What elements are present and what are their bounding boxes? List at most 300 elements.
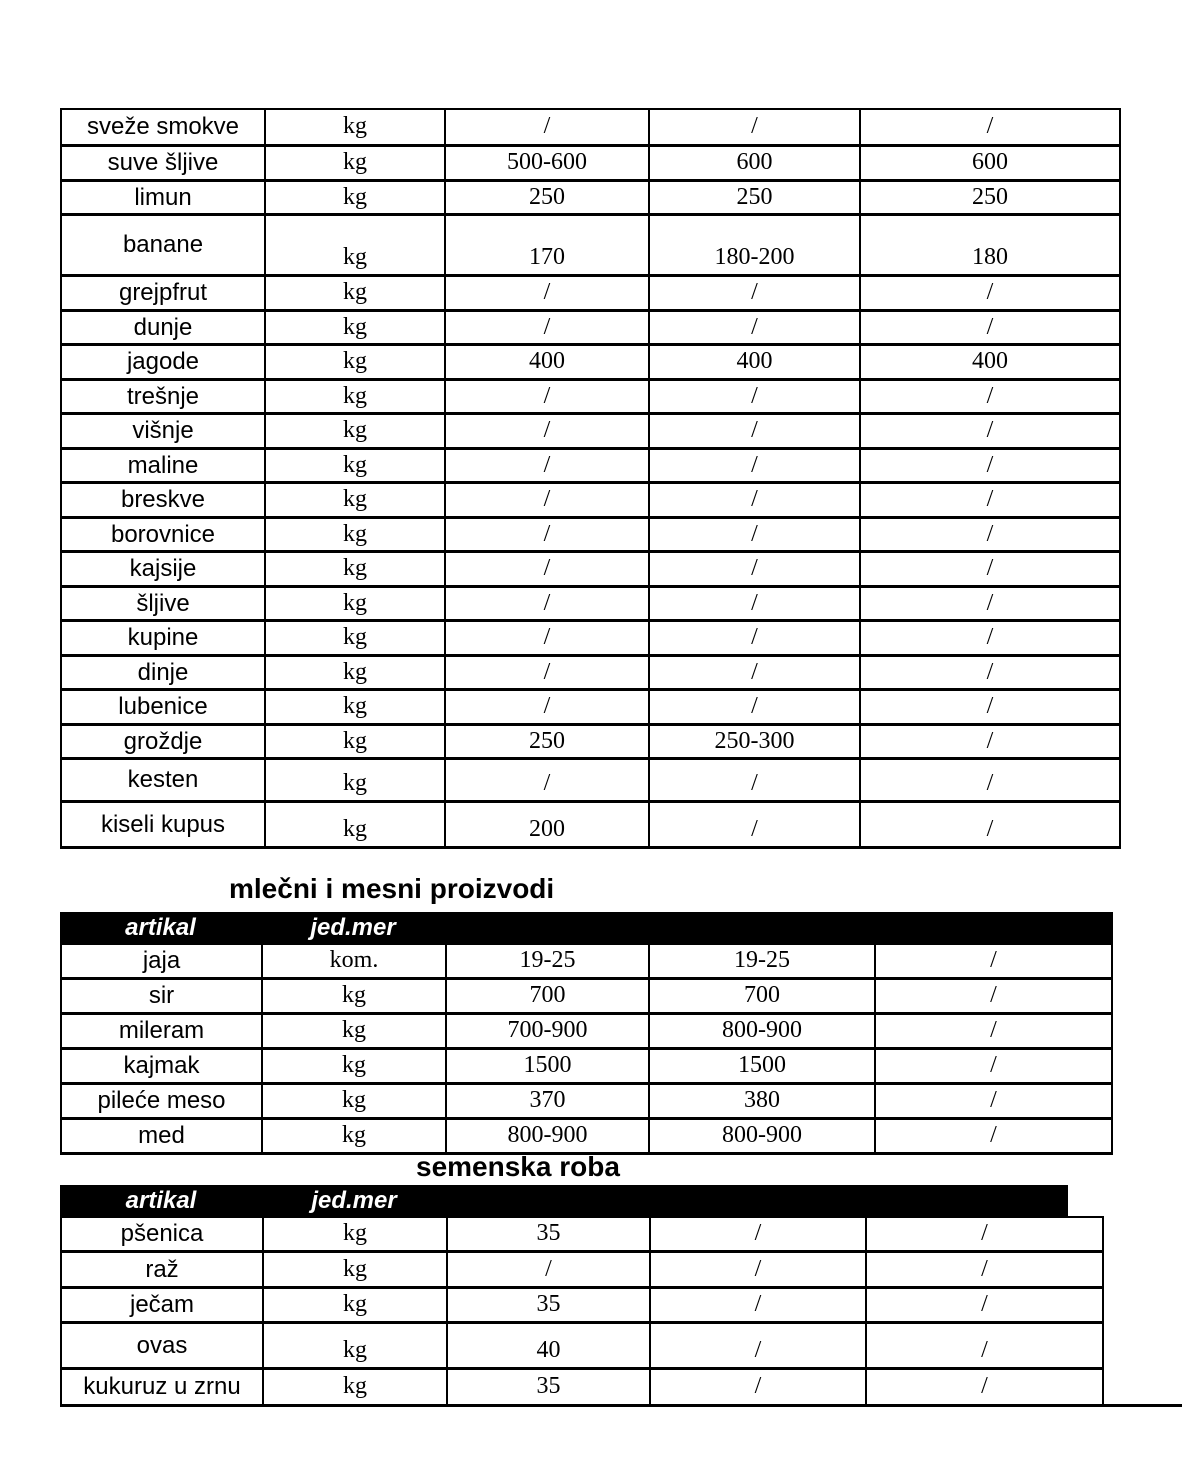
header-cell-jedmer [262,1186,446,1214]
cell-text: grejpfrut [118,279,208,307]
cell-text: / [754,1373,762,1400]
cell-text: 370 [529,1087,566,1114]
cell-text: / [986,727,994,754]
cell-text: lubenice [118,693,208,721]
cell-text: jaja [142,947,181,975]
price-cell [859,216,1121,274]
dairy-section-title: mlečni i mesni proizvodi [229,873,555,904]
cell-text: 700 [529,982,566,1009]
cell-text: kg [343,149,367,176]
unit-cell [264,691,444,723]
cell-text: šljive [136,589,190,617]
cell-text: kg [343,624,367,651]
cell-text: / [986,555,994,582]
cell-text: / [751,279,758,306]
price-cell [445,945,648,977]
unit-cell [262,1218,446,1250]
cell-text: 35 [536,1291,561,1318]
unit-cell [264,484,444,516]
price-cell [649,1324,865,1367]
price-cell [444,346,648,378]
item-name-cell [60,1050,261,1082]
cell-text: kukuruz u zrnu [83,1373,241,1401]
price-cell [444,622,648,654]
table-row [60,277,1121,312]
cell-text: / [543,693,551,720]
cell-text: kg [343,658,367,685]
item-name-cell [60,147,264,179]
cell-text: breskve [120,486,206,514]
unit-cell [264,657,444,689]
table-row [60,182,1121,217]
cell-text: kg [342,1052,366,1079]
item-name-cell [60,1120,261,1152]
cell-text: / [986,113,994,140]
seed-price-table [60,1185,1104,1407]
unit-cell [262,1370,446,1404]
unit-cell [261,1085,445,1117]
cell-text: 250 [736,183,773,210]
cell-text: 400 [529,348,565,375]
price-cell [648,588,859,620]
price-cell [648,760,859,800]
cell-text: / [986,658,994,685]
table-row [60,1218,1104,1253]
table-row [60,1324,1104,1370]
cell-text: 600 [972,149,1008,176]
price-cell [859,803,1121,846]
cell-text: / [986,769,994,796]
table-row [60,1253,1104,1289]
cell-text: / [543,313,551,340]
cell-text: 1500 [738,1052,786,1079]
cell-text: / [543,113,551,140]
price-cell [649,1289,865,1321]
price-cell [648,277,859,309]
item-name-cell [60,553,264,585]
unit-cell [264,216,444,274]
cell-text: 800-900 [722,1017,802,1044]
item-name-cell [60,484,264,516]
price-cell [444,182,648,214]
item-name-cell [60,726,264,758]
cell-text: / [543,486,551,513]
cell-text: / [751,693,758,720]
unit-cell [264,415,444,447]
price-cell [444,277,648,309]
price-cell [444,484,648,516]
cell-text: kg [343,520,367,547]
item-name-cell [60,588,264,620]
cell-text: / [543,589,551,616]
price-cell [444,803,648,846]
price-cell [444,726,648,758]
cell-text: 400 [736,348,773,375]
cell-text: kg [343,1291,367,1318]
header-label-jedmer: jed.mer [310,913,396,941]
unit-cell [264,726,444,758]
price-cell [859,760,1121,800]
cell-text: / [986,520,994,547]
cell-text: / [751,624,758,651]
price-cell [859,147,1121,179]
cell-text: kg [343,1373,367,1400]
cell-text: / [543,279,551,306]
price-cell [859,519,1121,551]
price-cell [859,484,1121,516]
item-name-cell [60,1253,262,1286]
price-cell [874,945,1113,977]
price-cell [859,450,1121,482]
price-cell [446,1370,649,1404]
item-name-cell [60,519,264,551]
table-row [60,346,1121,381]
table-row [60,691,1121,726]
item-name-cell [60,980,261,1012]
price-cell [444,415,648,447]
table-row [60,415,1121,450]
cell-text: / [986,693,994,720]
item-name-cell [60,1085,261,1117]
unit-cell [264,381,444,413]
price-cell [446,1253,649,1286]
table-row [60,1050,1113,1085]
unit-cell [262,1289,446,1321]
cell-text: / [751,451,758,478]
cell-text: 170 [529,243,565,270]
item-name-cell [60,1015,261,1047]
cell-text: kg [342,1087,366,1114]
cell-text: / [986,815,994,842]
cell-text: 1500 [523,1052,572,1079]
cell-text: / [751,555,758,582]
cell-text: kg [343,1220,367,1247]
price-cell [445,1120,648,1152]
cell-text: kg [343,727,367,754]
price-cell [444,147,648,179]
cell-text: 380 [744,1087,780,1114]
header-label-artikal: artikal [125,1186,197,1214]
price-cell [859,622,1121,654]
price-cell [648,1015,874,1047]
cell-text: / [751,113,758,140]
cell-text: kg [343,113,367,140]
header-cell-artikal [60,913,261,941]
table-row [60,760,1121,803]
item-name-cell [60,691,264,723]
header-cell-artikal [60,1186,262,1214]
cell-text: kg [343,693,367,720]
cell-text: kg [343,243,367,270]
cell-text: kg [342,982,366,1009]
cell-text: 19-25 [734,947,790,974]
dairy-meat-price-table [60,912,1113,1155]
item-name-cell [60,277,264,309]
cell-text: / [751,815,758,842]
price-cell [648,657,859,689]
cell-text: 19-25 [519,947,576,974]
price-cell [648,484,859,516]
cell-text: kg [343,382,367,409]
cell-text: kg [343,1255,367,1282]
cell-text: kesten [127,766,199,794]
price-cell [648,1085,874,1117]
cell-text: pšenica [120,1220,204,1248]
price-cell [648,182,859,214]
cell-text: 35 [536,1220,561,1247]
header-cell-jedmer [261,913,445,941]
cell-text: 400 [972,348,1008,375]
price-cell [859,381,1121,413]
unit-cell [264,622,444,654]
price-cell [444,760,648,800]
price-cell [648,691,859,723]
table-row [60,450,1121,485]
table-body [60,1216,1104,1407]
cell-text: 700 [744,982,780,1009]
cell-text: kg [343,348,367,375]
unit-cell [264,182,444,214]
cell-text: 40 [536,1336,561,1363]
price-cell [648,110,859,144]
cell-text: / [990,1122,997,1149]
cell-text: raž [145,1255,179,1283]
cell-text: mileram [118,1017,205,1045]
item-name-cell [60,803,264,846]
cell-text: / [754,1255,762,1282]
cell-text: kg [343,279,367,306]
cell-text: kajsije [129,555,197,583]
unit-cell [261,980,445,1012]
cell-text: / [754,1336,762,1363]
cell-text: kg [342,1122,366,1149]
price-cell [648,519,859,551]
item-name-cell [60,760,264,800]
cell-text: borovnice [110,520,216,548]
cell-text: višnje [132,417,194,445]
item-name-cell [60,1218,262,1250]
price-cell [648,381,859,413]
unit-cell [261,1050,445,1082]
price-cell [446,1289,649,1321]
table-row [60,803,1121,849]
bottom-border-line [1102,1404,1182,1407]
cell-text: groždje [123,727,203,755]
cell-text: / [990,1052,997,1079]
unit-cell [264,110,444,144]
price-cell [859,553,1121,585]
cell-text: / [543,769,551,796]
cell-text: kg [343,451,367,478]
table-header-bar [60,912,1113,943]
table-row [60,216,1121,277]
price-cell [648,312,859,344]
price-cell [859,277,1121,309]
cell-text: kg [343,769,367,796]
price-cell [859,726,1121,758]
cell-text: 180 [972,243,1008,270]
price-cell [649,1218,865,1250]
cell-text: kg [343,183,367,210]
price-cell [444,110,648,144]
cell-text: pileće meso [97,1087,226,1115]
cell-text: 250 [529,727,565,754]
cell-text: / [751,382,758,409]
price-cell [444,657,648,689]
price-cell [859,346,1121,378]
unit-cell [264,553,444,585]
price-cell [445,1015,648,1047]
unit-cell [261,1120,445,1152]
price-cell [445,1085,648,1117]
cell-text: 250 [529,183,565,210]
cell-text: kg [343,1336,367,1363]
price-cell [865,1218,1104,1250]
price-cell [859,691,1121,723]
cell-text: / [990,1017,997,1044]
cell-text: / [986,417,994,444]
price-cell [444,312,648,344]
cell-text: 800-900 [722,1122,802,1149]
cell-text: 200 [529,815,565,842]
unit-cell [261,1015,445,1047]
price-cell [874,1015,1113,1047]
price-cell [446,1324,649,1367]
cell-text: limun [134,183,192,211]
cell-text: / [990,1087,997,1114]
price-cell [865,1289,1104,1321]
cell-text: / [751,417,758,444]
price-cell [865,1253,1104,1286]
table-row [60,726,1121,761]
cell-text: 600 [736,149,773,176]
fruits-price-table [60,108,1121,849]
table-body [60,943,1113,1155]
cell-text: kg [343,313,367,340]
price-cell [444,381,648,413]
price-cell [865,1370,1104,1404]
unit-cell [264,312,444,344]
cell-text: / [990,982,997,1009]
table-row [60,657,1121,692]
unit-cell [264,277,444,309]
cell-text: / [545,1255,552,1282]
cell-text: / [751,520,758,547]
cell-text: / [543,520,551,547]
price-cell [648,980,874,1012]
cell-text: / [981,1373,988,1400]
table-header-bar [60,1185,1068,1216]
price-cell [445,1050,648,1082]
price-cell [444,450,648,482]
cell-text: dunje [133,313,193,341]
price-cell [648,1050,874,1082]
price-cell [649,1253,865,1286]
table-row [60,519,1121,554]
price-cell [865,1324,1104,1367]
cell-text: / [981,1336,988,1363]
cell-text: / [990,947,997,974]
price-cell [648,1120,874,1152]
unit-cell [264,760,444,800]
cell-text: kg [343,815,367,842]
price-cell [648,450,859,482]
cell-text: kom. [329,947,379,974]
cell-text: / [986,313,994,340]
cell-text: kupine [127,624,199,652]
cell-text: / [543,451,551,478]
cell-text: / [981,1291,988,1318]
unit-cell [264,450,444,482]
price-cell [648,622,859,654]
price-cell [649,1370,865,1404]
price-cell [874,1050,1113,1082]
price-cell [444,519,648,551]
cell-text: / [986,486,994,513]
price-cell [648,216,859,274]
cell-text: suve šljive [107,149,219,177]
price-cell [446,1218,649,1250]
table-row [60,110,1121,147]
table-row [60,553,1121,588]
item-name-cell [60,381,264,413]
cell-text: 500-600 [507,149,587,176]
item-name-cell [60,945,261,977]
table-row [60,1085,1113,1120]
cell-text: kajmak [123,1052,200,1080]
cell-text: / [543,624,551,651]
cell-text: ovas [136,1331,188,1359]
price-cell [874,1120,1113,1152]
price-cell [874,1085,1113,1117]
unit-cell [262,1253,446,1286]
cell-text: 180-200 [714,243,795,270]
cell-text: banane [122,231,204,259]
price-cell [874,980,1113,1012]
price-cell [648,726,859,758]
price-cell [859,182,1121,214]
price-cell [445,980,648,1012]
cell-text: 800-900 [507,1122,588,1149]
table-row [60,484,1121,519]
price-cell [648,945,874,977]
cell-text: maline [127,451,199,479]
cell-text: 250-300 [714,727,795,754]
cell-text: / [543,555,551,582]
price-cell [648,803,859,846]
cell-text: kg [343,417,367,444]
unit-cell [264,519,444,551]
item-name-cell [60,110,264,144]
cell-text: kiseli kupus [100,810,226,838]
cell-text: / [543,658,551,685]
price-cell [859,312,1121,344]
price-cell [444,691,648,723]
table-row [60,1015,1113,1050]
table-row [60,381,1121,416]
cell-text: / [751,589,758,616]
table-row [60,1289,1104,1324]
cell-text: / [981,1255,988,1282]
item-name-cell [60,1289,262,1321]
item-name-cell [60,657,264,689]
cell-text: sir [148,982,175,1010]
item-name-cell [60,216,264,274]
item-name-cell [60,415,264,447]
seed-section-title: semenska roba [416,1151,620,1182]
cell-text: / [986,382,994,409]
cell-text: / [986,589,994,616]
